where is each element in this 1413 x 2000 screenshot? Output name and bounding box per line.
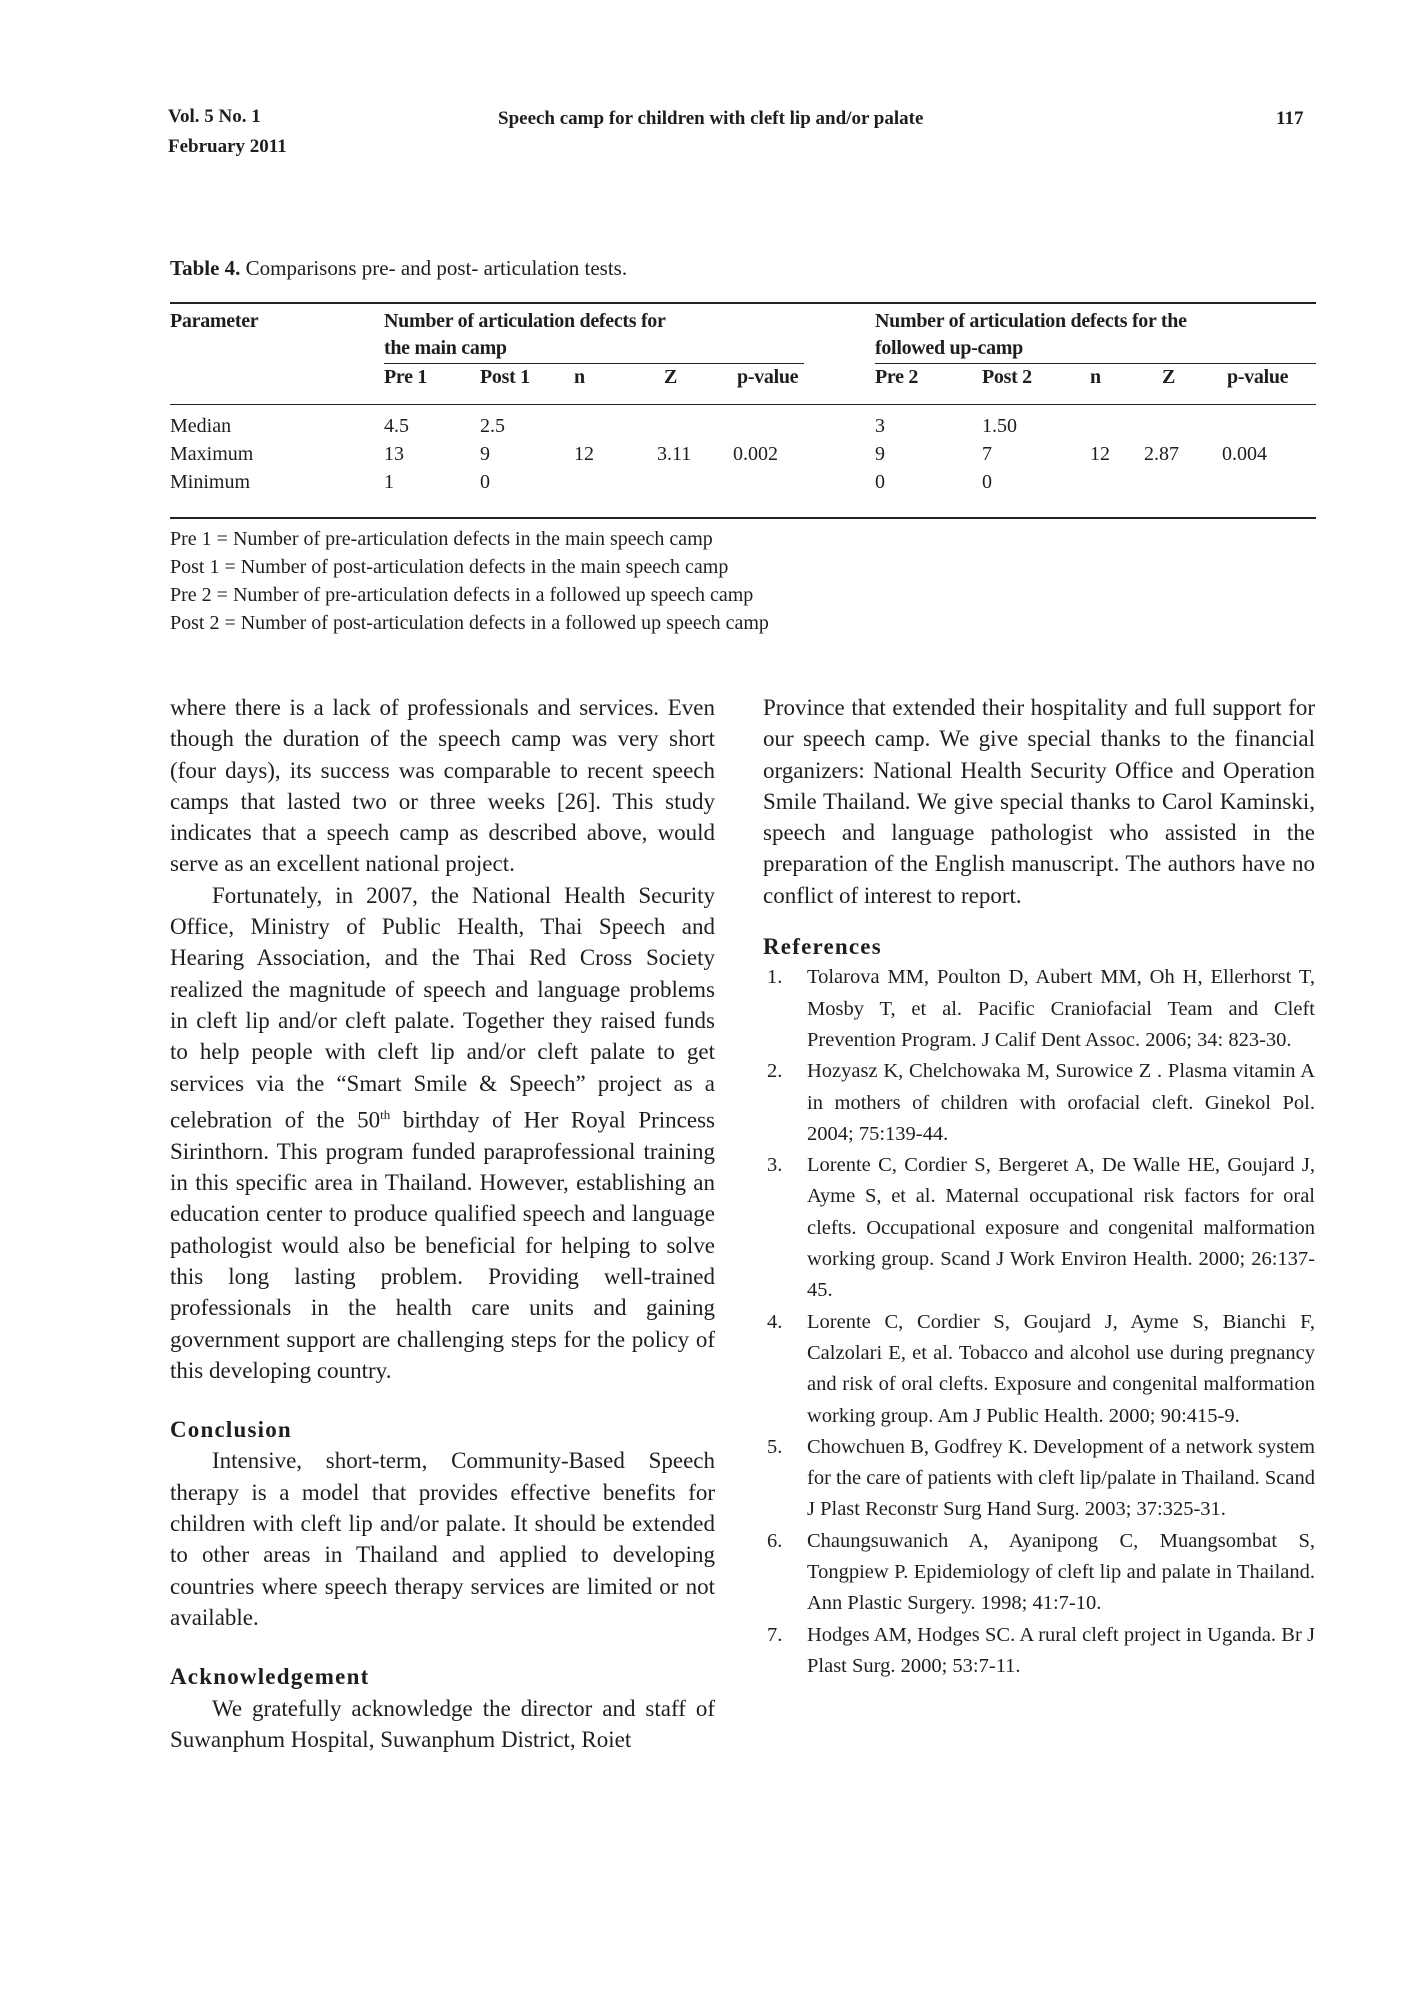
reference-item — [763, 1307, 1315, 1432]
reference-number: 7. — [767, 1623, 783, 1646]
right-column — [763, 692, 1315, 1682]
reference-list — [763, 962, 1315, 1682]
reference-number: 4. — [767, 1310, 783, 1333]
reference-number: 5. — [767, 1435, 783, 1458]
row-label-median: Median — [170, 415, 232, 437]
parameter-header: Parameter — [170, 310, 259, 332]
reference-item — [763, 1432, 1315, 1526]
references-heading: References — [763, 934, 882, 960]
acknowledgement-continued: Province that extended their hospitality and full support for our speech camp. We give special thanks to the financial organizers: National Health Security Office and Operation Smile Thailand. We give special thanks to Carol Kaminski, speech and language pathologist who assisted in the preparation of the English manuscript. The authors have no conflict of interest to report. — [763, 695, 1315, 908]
reference-number: 6. — [767, 1529, 783, 1552]
row-label-maximum: Maximum — [170, 443, 254, 465]
maximum-post2: 7 — [982, 443, 992, 465]
subheader-pvalue1: p-value — [737, 366, 799, 388]
reference-text: Chowchuen B, Godfrey K. Development of a network system for the care of patients with cleft lip/palate in Thailand. Scand J Plast Reconstr Surg Hand Surg. 2003; 37:325-31. — [807, 1435, 1315, 1521]
median-pre2: 3 — [875, 415, 885, 437]
table-footnote: Post 1 = Number of post-articulation defects in the main speech camp — [170, 556, 729, 578]
followup-camp-header-line2: followed up-camp — [875, 337, 1023, 359]
subheader-z2: Z — [1162, 366, 1176, 388]
reference-text: Lorente C, Cordier S, Goujard J, Ayme S, Bianchi F, Calzolari E, et al. Tobacco and alcohol use during pregnancy and risk of oral clefts. Exposure and congenital malformation working group. Am J Public Health. 2000; 90:415-9. — [807, 1310, 1315, 1427]
followup-camp-n: 12 — [1090, 443, 1110, 465]
acknowledgement-heading: Acknowledgement — [170, 1664, 370, 1690]
subheader-pre2: Pre 2 — [875, 366, 919, 388]
reference-text: Lorente C, Cordier S, Bergeret A, De Walle HE, Goujard J, Ayme S, et al. Maternal occupational risk factors for oral clefts. Occupational exposure and congenital malformation working group. Scand J Work Environ Health. 2000; 26:137-45. — [807, 1154, 1315, 1302]
main-camp-z: 3.11 — [657, 443, 692, 465]
subheader-n2: n — [1090, 366, 1101, 388]
running-title: Speech camp for children with cleft lip and/or palate — [498, 108, 924, 129]
table-top-rule — [170, 302, 1316, 304]
table-bottom-rule — [170, 517, 1316, 519]
table-caption-label: Table 4. — [170, 256, 241, 280]
subheader-post2: Post 2 — [982, 366, 1032, 388]
minimum-post1: 0 — [480, 471, 490, 493]
table-caption-text: Comparisons pre- and post- articulation tests. — [245, 256, 628, 280]
reference-item — [763, 1150, 1315, 1306]
row-label-minimum: Minimum — [170, 471, 251, 493]
main-camp-n: 12 — [574, 443, 594, 465]
table-footnote: Pre 2 = Number of pre-articulation defects in a followed up speech camp — [170, 584, 754, 606]
reference-text: Hodges AM, Hodges SC. A rural cleft project in Uganda. Br J Plast Surg. 2000; 53:7-11. — [807, 1623, 1315, 1677]
minimum-pre1: 1 — [384, 471, 394, 493]
conclusion-paragraph: Intensive, short-term, Community-Based Speech therapy is a model that provides effective benefits for children with cleft lip and/or palate. It should be extended to other areas in Thailand and applied to developing countries where speech therapy services are limited or not available. — [170, 1448, 715, 1630]
followup-camp-z: 2.87 — [1144, 443, 1179, 465]
journal-date: February 2011 — [168, 136, 287, 157]
subheader-z1: Z — [664, 366, 678, 388]
acknowledgement-paragraph: We gratefully acknowledge the director and staff of Suwanphum Hospital, Suwanphum District, Roiet — [170, 1695, 715, 1752]
reference-item — [763, 1526, 1315, 1620]
maximum-pre1: 13 — [384, 443, 404, 465]
main-camp-header-line2: the main camp — [384, 337, 507, 359]
main-camp-pvalue: 0.002 — [733, 443, 778, 465]
reference-number: 3. — [767, 1154, 783, 1177]
reference-text: Chaungsuwanich A, Ayanipong C, Muangsombat S, Tongpiew P. Epidemiology of cleft lip and palate in Thailand. Ann Plastic Surgery. 1998; 41:7-10. — [807, 1529, 1315, 1615]
reference-number: 2. — [767, 1060, 783, 1083]
minimum-pre2: 0 — [875, 471, 885, 493]
body-text: Fortunately, in 2007, the National Health Security Office, Ministry of Public Health, Thai Speech and Hearing Association, and the Thai Red Cross Society realized the magnitude of speech and language problems in cleft lip and/or cleft palate. Together they raised funds to help people with cleft lip and/or cleft palate to get services via the “Smart Smile & Speech” project as a celebration of the 50 — [170, 882, 715, 1133]
main-camp-subrule — [384, 363, 804, 364]
subheader-post1: Post 1 — [480, 366, 530, 388]
left-column — [170, 692, 715, 1755]
median-post1: 2.5 — [480, 415, 505, 437]
table-footnote: Post 2 = Number of post-articulation defects in a followed up speech camp — [170, 612, 769, 634]
median-post2: 1.50 — [982, 415, 1017, 437]
main-camp-header-line1: Number of articulation defects for — [384, 310, 666, 332]
maximum-pre2: 9 — [875, 443, 885, 465]
minimum-post2: 0 — [982, 471, 992, 493]
followup-camp-header-line1: Number of articulation defects for the — [875, 310, 1187, 332]
journal-volume: Vol. 5 No. 1 — [168, 106, 261, 127]
table-footnote: Pre 1 = Number of pre-articulation defects in the main speech camp — [170, 528, 713, 550]
maximum-post1: 9 — [480, 443, 490, 465]
table-header-rule — [170, 404, 1316, 405]
subheader-pvalue2: p-value — [1227, 366, 1289, 388]
subheader-n1: n — [574, 366, 585, 388]
body-text: birthday of Her Royal Princess Sirinthorn. This program funded paraprofessional training in this specific area in Thailand. However, establishing an education center to produce qualified speech and language pathologist would also be beneficial for helping to solve this long lasting problem. Providing well-trained professionals in the health care units and gaining government support are challenging steps for the policy of this developing country. — [170, 1107, 716, 1383]
reference-text: Hozyasz K, Chelchowaka M, Surowice Z . Plasma vitamin A in mothers of children with orofacial cleft. Ginekol Pol. 2004; 75:139-44. — [807, 1060, 1315, 1145]
followup-camp-pvalue: 0.004 — [1222, 443, 1267, 465]
reference-item — [763, 962, 1315, 1056]
reference-item — [763, 1056, 1315, 1150]
table-caption — [170, 256, 627, 281]
conclusion-heading: Conclusion — [170, 1417, 292, 1443]
reference-text: Tolarova MM, Poulton D, Aubert MM, Oh H, Ellerhorst T, Mosby T, et al. Pacific Craniofacial Team and Cleft Prevention Program. J Calif Dent Assoc. 2006; 34: 823-30. — [807, 966, 1315, 1051]
body-paragraph — [170, 880, 715, 1386]
reference-item — [763, 1620, 1315, 1683]
superscript: th — [380, 1106, 391, 1122]
followup-camp-subrule — [875, 363, 1316, 364]
subheader-pre1: Pre 1 — [384, 366, 428, 388]
body-paragraph: where there is a lack of professionals and services. Even though the duration of the speech camp was very short (four days), its success was comparable to recent speech camps that lasted two or three weeks [26]. This study indicates that a speech camp as described above, would serve as an excellent national project. — [170, 695, 715, 877]
page-number: 117 — [1276, 108, 1304, 129]
median-pre1: 4.5 — [384, 415, 409, 437]
reference-number: 1. — [767, 966, 783, 989]
